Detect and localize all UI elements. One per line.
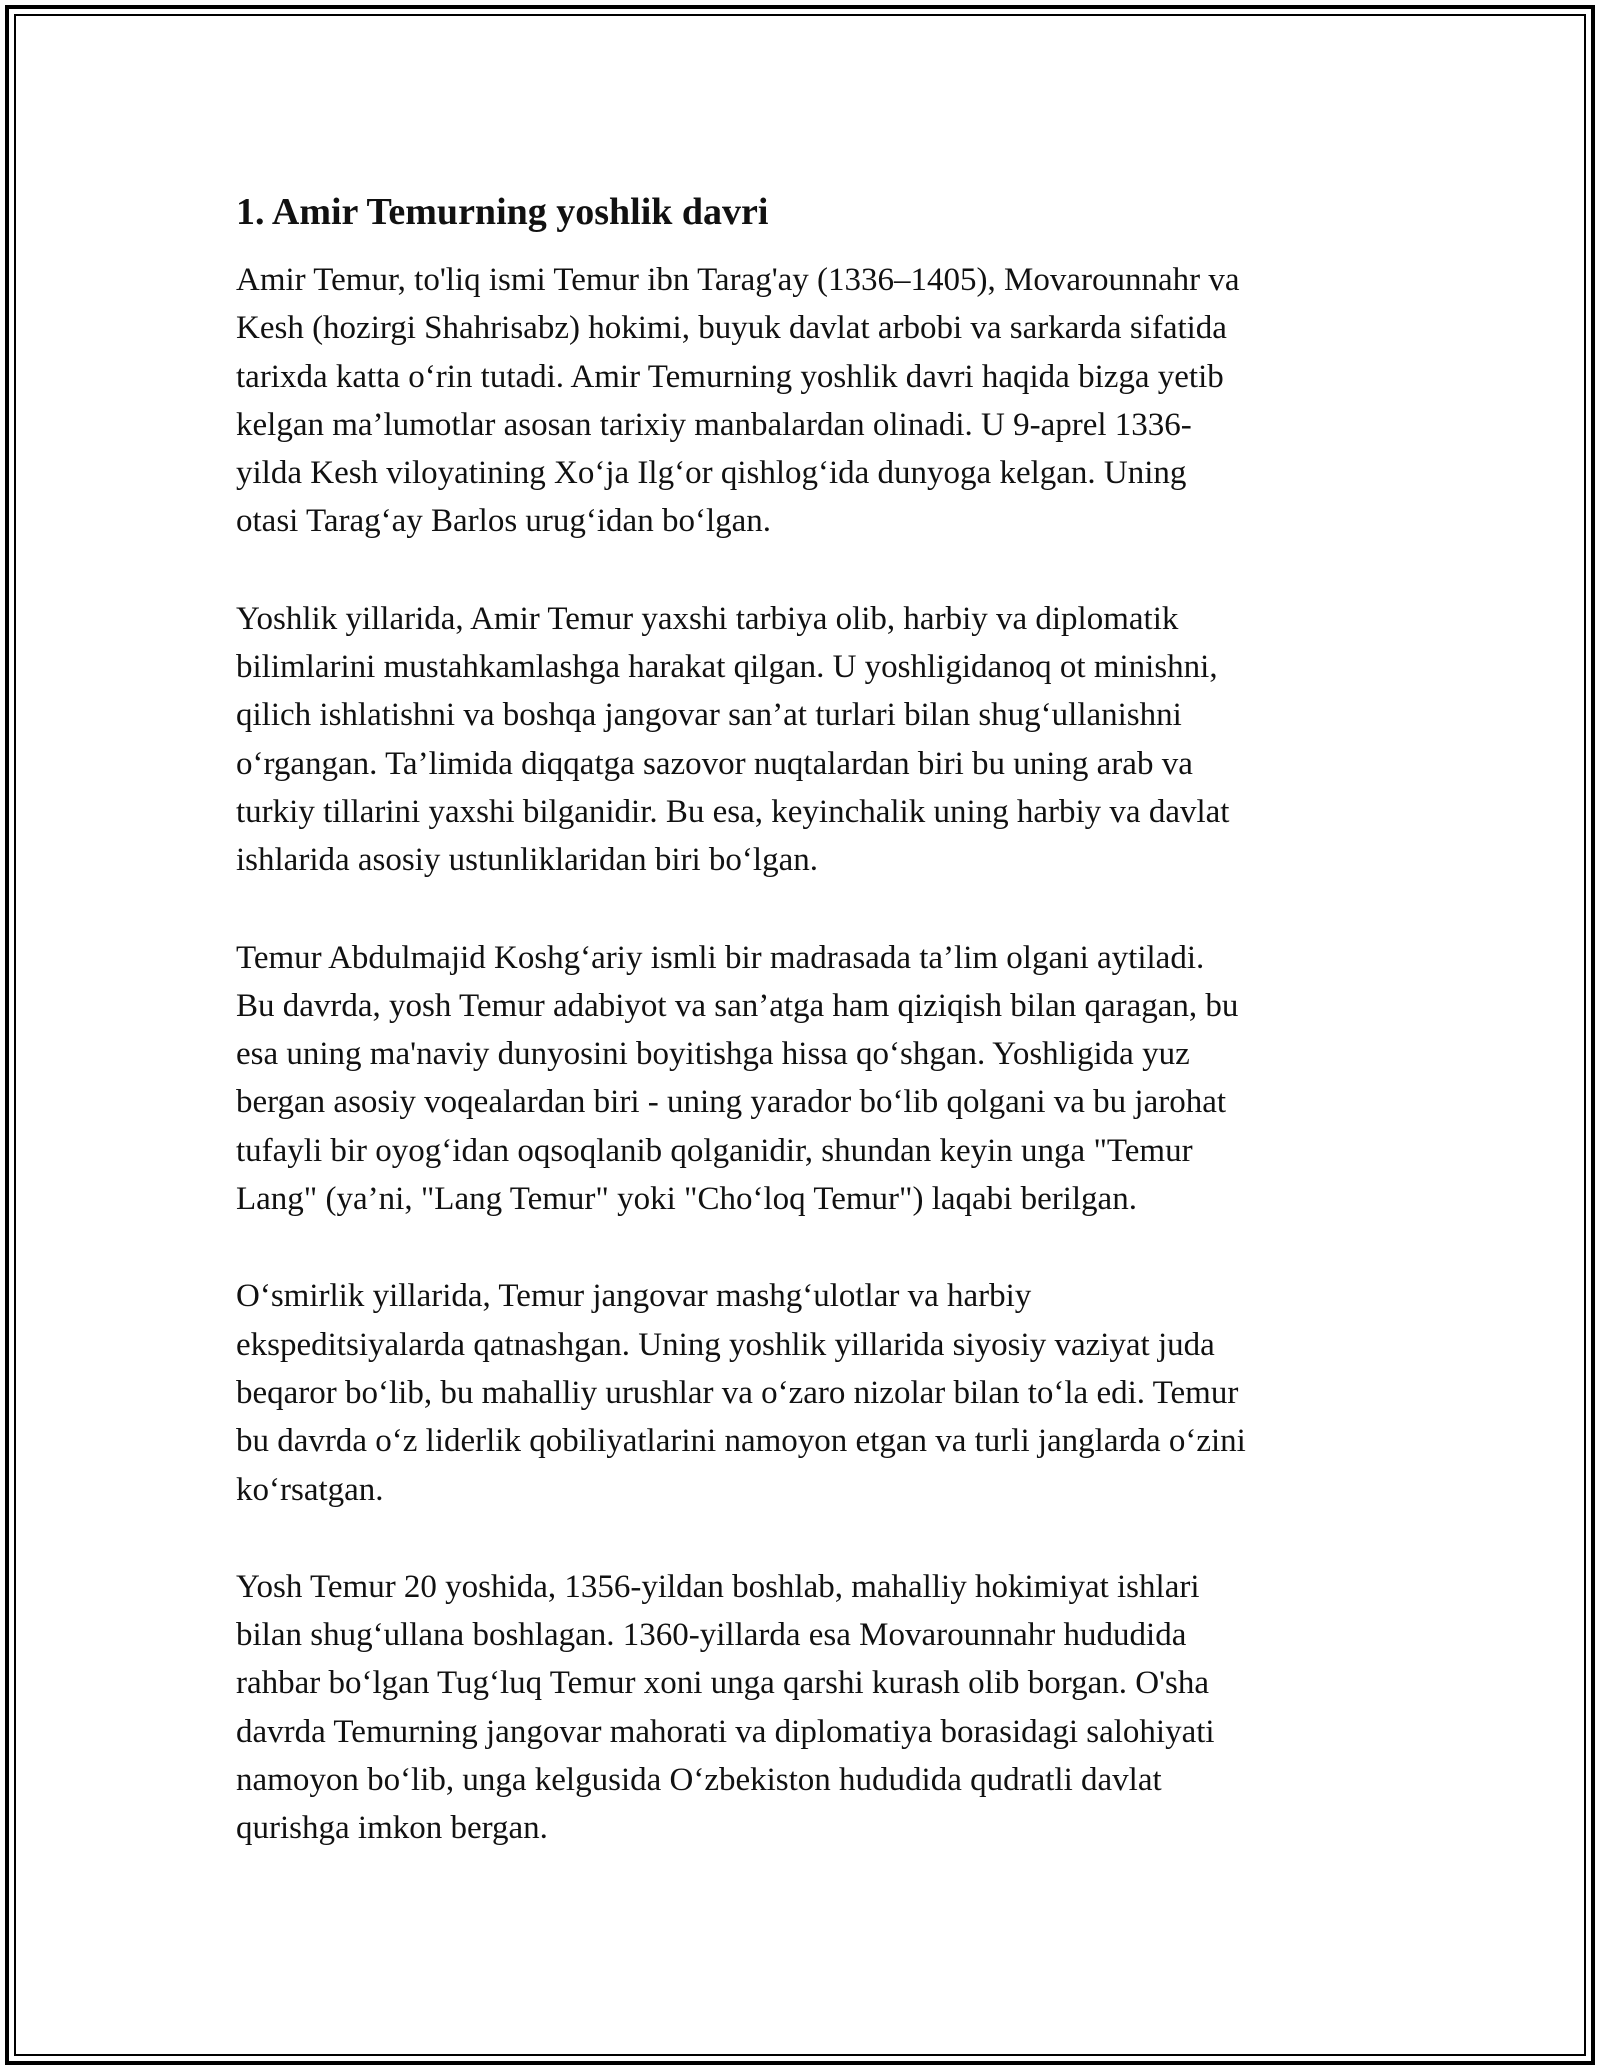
paragraph <box>236 1563 1376 1853</box>
paragraph-line: qurishga imkon bergan. <box>236 1810 548 1847</box>
paragraph <box>236 934 1376 1224</box>
paragraph-list <box>236 256 1376 1853</box>
paragraph-line: beqaror bo‘lib, bu mahalliy urushlar va o‘zaro nizolar bilan to‘la edi. Temur <box>236 1374 1239 1411</box>
paragraph-line: bilimlarini mustahkamlashga harakat qilgan. U yoshligidanoq ot minishni, <box>236 649 1218 686</box>
paragraph-line: Yoshlik yillarida, Amir Temur yaxshi tarbiya olib, harbiy va diplomatik <box>236 600 1179 637</box>
paragraph-line: Amir Temur, to'liq ismi Temur ibn Tarag'ay (1336–1405), Movarounnahr va <box>236 262 1240 298</box>
paragraph <box>236 1272 1376 1513</box>
paragraph-line: kelgan ma’lumotlar asosan tarixiy manbalardan olinadi. U 9-aprel 1336- <box>236 406 1192 443</box>
paragraph-line: bilan shug‘ullana boshlagan. 1360-yillarda esa Movarounnahr hududida <box>236 1617 1187 1654</box>
paragraph <box>236 595 1376 885</box>
paragraph-line: qilich ishlatishni va boshqa jangovar san’at turlari bilan shug‘ullanishni <box>236 697 1182 734</box>
paragraph-line: turkiy tillarini yaxshi bilganidir. Bu esa, keyinchalik uning harbiy va davlat <box>236 793 1230 830</box>
paragraph-line: tarixda katta o‘rin tutadi. Amir Temurning yoshlik davri haqida bizga yetib <box>236 358 1224 395</box>
paragraph <box>236 256 1376 546</box>
paragraph-line: Kesh (hozirgi Shahrisabz) hokimi, buyuk davlat arbobi va sarkarda sifatida <box>236 310 1227 347</box>
paragraph-line: rahbar bo‘lgan Tug‘luq Temur xoni unga qarshi kurash olib borgan. O'sha <box>236 1665 1210 1702</box>
paragraph-line: namoyon bo‘lib, unga kelgusida O‘zbekiston hududida qudratli davlat <box>236 1762 1162 1799</box>
document-body <box>236 186 1376 1902</box>
paragraph-line: tufayli bir oyog‘idan oqsoqlanib qolganidir, shundan keyin unga "Temur <box>236 1132 1193 1169</box>
paragraph-line: Temur Abdulmajid Koshg‘ariy ismli bir madrasada ta’lim olgani aytiladi. <box>236 939 1205 976</box>
paragraph-line: bu davrda o‘z liderlik qobiliyatlarini namoyon etgan va turli janglarda o‘zini <box>236 1423 1246 1460</box>
section-heading: 1. Amir Temurning yoshlik davri <box>236 191 769 233</box>
paragraph-line: yilda Kesh viloyatining Xo‘ja Ilg‘or qishlog‘ida dunyoga kelgan. Uning <box>236 455 1187 492</box>
paragraph-line: Lang" (ya’ni, "Lang Temur" yoki "Cho‘loq Temur") laqabi berilgan. <box>236 1181 1137 1218</box>
paragraph-line: Bu davrda, yosh Temur adabiyot va san’atga ham qiziqish bilan qaragan, bu <box>236 987 1239 1024</box>
paragraph-line: ishlarida asosiy ustunliklaridan biri bo‘lgan. <box>236 842 818 879</box>
paragraph-line: ekspeditsiyalarda qatnashgan. Uning yoshlik yillarida siyosiy vaziyat juda <box>236 1326 1215 1363</box>
paragraph-line: O‘smirlik yillarida, Temur jangovar mashg‘ulotlar va harbiy <box>236 1278 1032 1315</box>
paragraph-line: davrda Temurning jangovar mahorati va diplomatiya borasidagi salohiyati <box>236 1713 1215 1750</box>
paragraph-line: esa uning ma'naviy dunyosini boyitishga hissa qo‘shgan. Yoshligida yuz <box>236 1036 1190 1073</box>
paragraph-line: Yosh Temur 20 yoshida, 1356-yildan boshlab, mahalliy hokimiyat ishlari <box>236 1568 1200 1605</box>
paragraph-line: o‘rgangan. Ta’limida diqqatga sazovor nuqtalardan biri bu uning arab va <box>236 745 1193 782</box>
paragraph-line: bergan asosiy voqealardan biri - uning yarador bo‘lib qolgani va bu jarohat <box>236 1084 1227 1121</box>
paragraph-line: ko‘rsatgan. <box>236 1471 384 1508</box>
paragraph-line: otasi Tarag‘ay Barlos urug‘idan bo‘lgan. <box>236 503 772 540</box>
